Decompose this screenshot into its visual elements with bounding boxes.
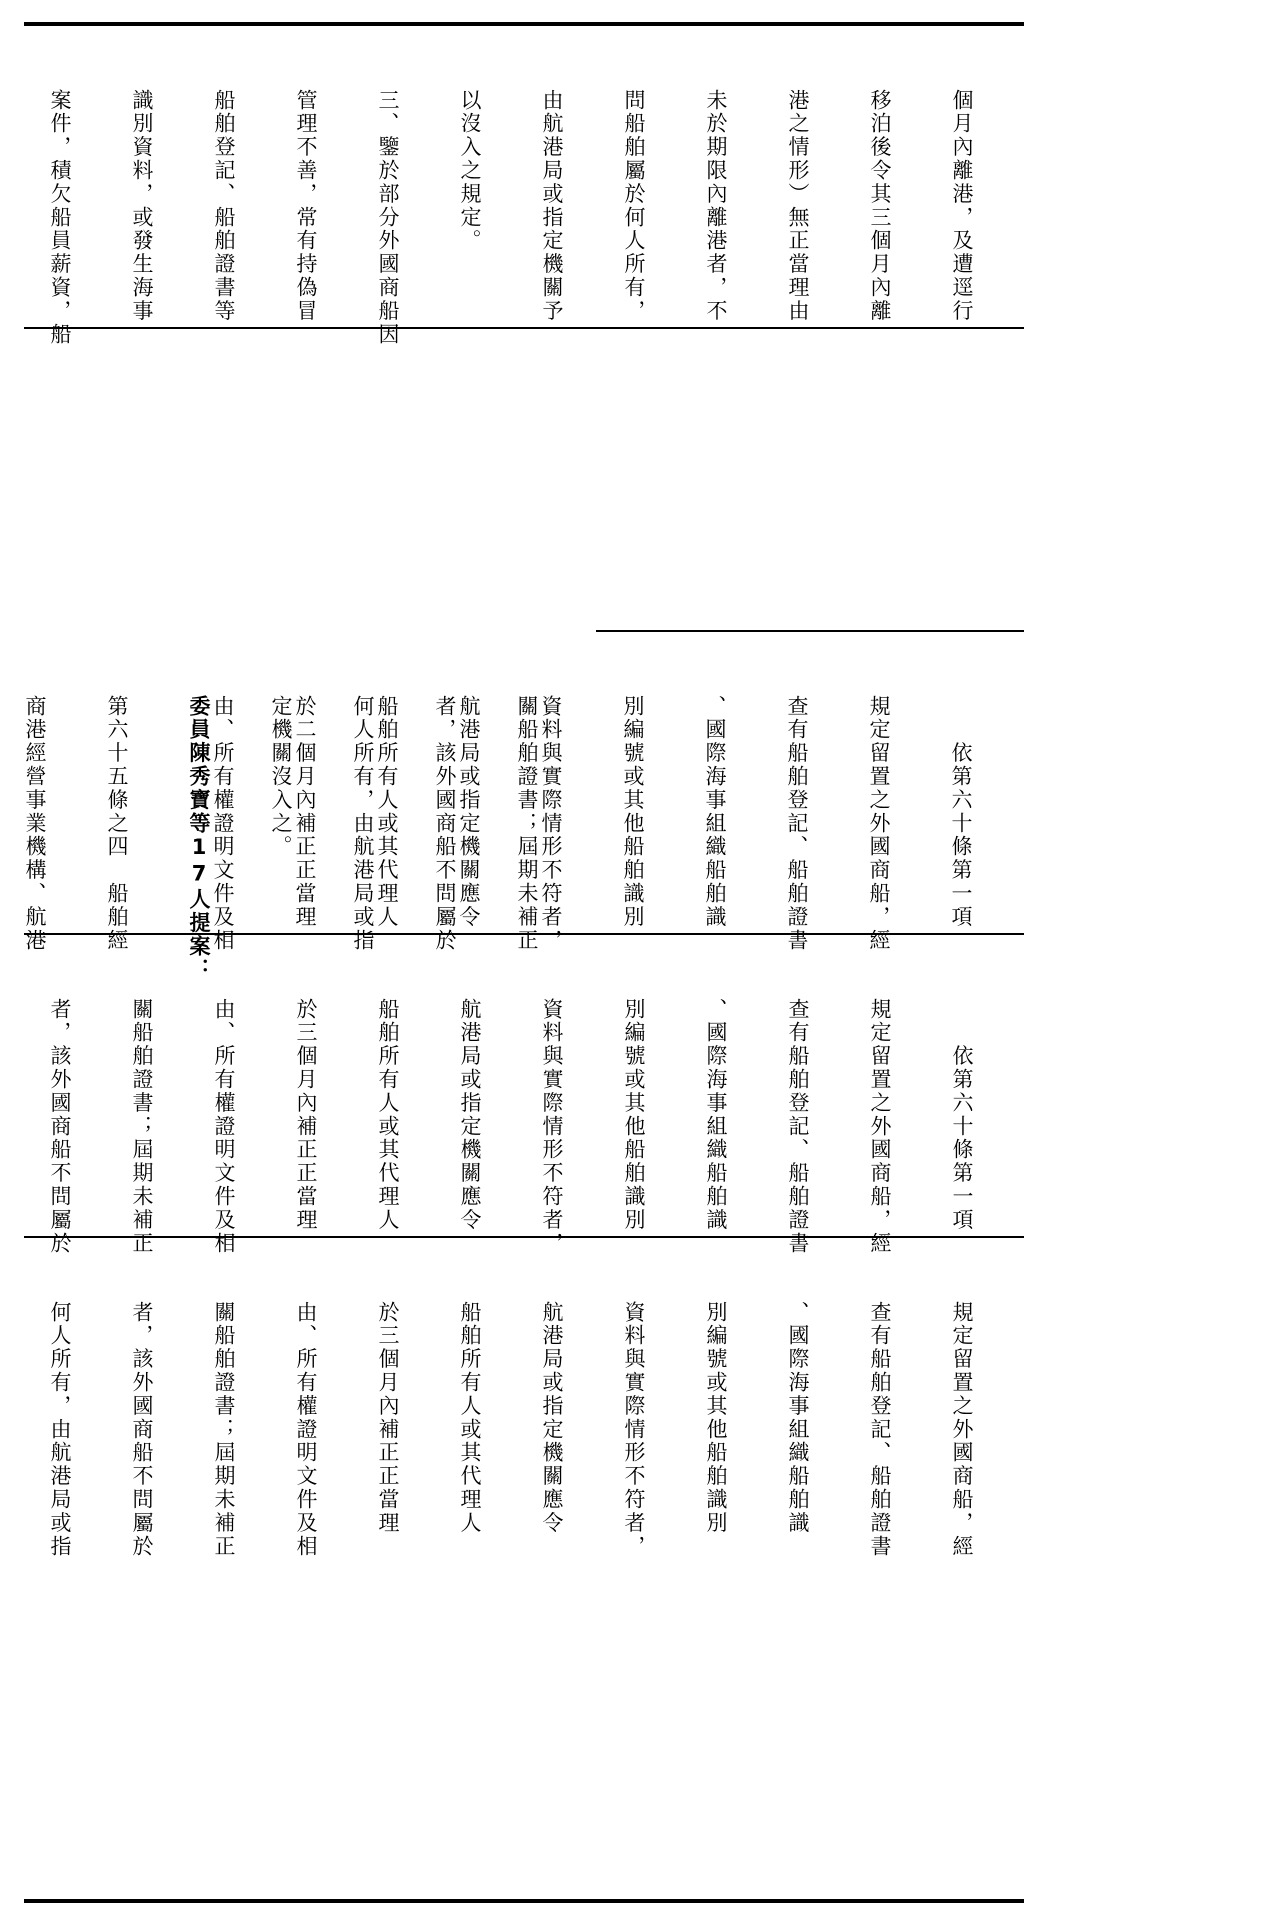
top-rule [24,22,1024,26]
text-line: 規定留置之外國商船，經 [950,1300,974,1559]
proposal-title: 委員陳秀寶等17人提案： [187,694,211,982]
text-line: 船舶所有人或其代理人 [375,694,399,929]
bottom-left-block [28,1248,1023,1888]
text-line: 依第六十條第一項 [949,741,973,929]
top-line: 船舶登記、船舶證書等 [212,88,236,323]
top-text-block [28,36,1023,347]
text-line: 由、所有權證明文件及相 [294,1300,318,1559]
text-line: 資料與實際情形不符者， [539,694,563,953]
text-line: 者，該外國商船不問屬於 [130,1300,154,1559]
top-line: 由航港局或指定機關予 [540,88,564,323]
top-line: 未於期限內離港者，不 [704,88,728,323]
text-line: 關船舶證書；屆期未補正 [515,694,539,953]
text-line: 關船舶證書；屆期未補正 [212,1300,236,1559]
text-line: 者，該外國商船不問屬於 [433,694,457,953]
text-line: 航港局或指定機關應令 [457,694,481,929]
text-line: 何人所有，由航港局或指 [48,1300,72,1559]
bottom-block-top-rule-right [596,630,1024,632]
text-line: 航港局或指定機關應令 [458,997,482,1232]
text-line: 、國際海事組織船舶識 [704,997,728,1232]
text-line: 關船舶證書；屆期未補正 [130,997,154,1256]
top-line: 個月內離港，及遭逕行 [950,88,974,323]
top-line: 識別資料，或發生海事 [130,88,154,323]
text-line: 由、所有權證明文件及相 [212,997,236,1256]
proposal-line: 商港經營事業機構、航港 [23,694,47,953]
top-line: 管理不善，常有持偽冒 [294,88,318,323]
text-line: 何人所有，由航港局或指 [351,694,375,953]
text-line: 查有船舶登記、船舶證書 [786,997,810,1256]
text-line: 依第六十條第一項 [950,1044,974,1232]
bottom-rule [24,1899,1024,1903]
bottom-middle-block [28,945,1023,1256]
text-line: 、國際海事組織船舶識 [703,694,727,929]
text-line: 別編號或其他船舶識別 [621,694,645,929]
text-line: 於二個月內補正正當理 [293,694,317,929]
text-line: 資料與實際情形不符者， [540,997,564,1256]
text-line: 船舶所有人或其代理人 [458,1300,482,1535]
text-line: 於三個月內補正正當理 [294,997,318,1232]
text-line: 於三個月內補正正當理 [376,1300,400,1535]
top-line: 移泊後令其三個月內離 [868,88,892,323]
text-line: 航港局或指定機關應令 [540,1300,564,1535]
top-line: 案件，積欠船員薪資，船 [48,88,72,347]
text-line: 別編號或其他船舶識別 [622,997,646,1232]
top-line: 問船舶屬於何人所有， [622,88,646,323]
text-line: 者，該外國商船不問屬於 [48,997,72,1256]
text-line: 船舶所有人或其代理人 [376,997,400,1232]
top-line: 三、鑒於部分外國商船因 [376,88,400,347]
text-line: 規定留置之外國商船，經 [867,694,891,953]
top-line: 以沒入之規定。 [458,88,482,253]
top-block-bottom-rule [24,327,1024,329]
text-line: 由、所有權證明文件及相 [211,694,235,953]
text-line: 資料與實際情形不符者， [622,1300,646,1559]
text-line: 規定留置之外國商船，經 [868,997,892,1256]
bottom-right-continuation-block [23,642,588,982]
text-line: 別編號或其他船舶識別 [704,1300,728,1535]
proposal-line: 第六十五條之四 船舶經 [105,694,129,953]
top-line: 港之情形）無正當理由 [786,88,810,323]
text-line: 查有船舶登記、船舶證書 [868,1300,892,1559]
text-line: 查有船舶登記、船舶證書 [785,694,809,953]
text-line: 定機關沒入之。 [269,694,293,859]
text-line: 、國際海事組織船舶識 [786,1300,810,1535]
